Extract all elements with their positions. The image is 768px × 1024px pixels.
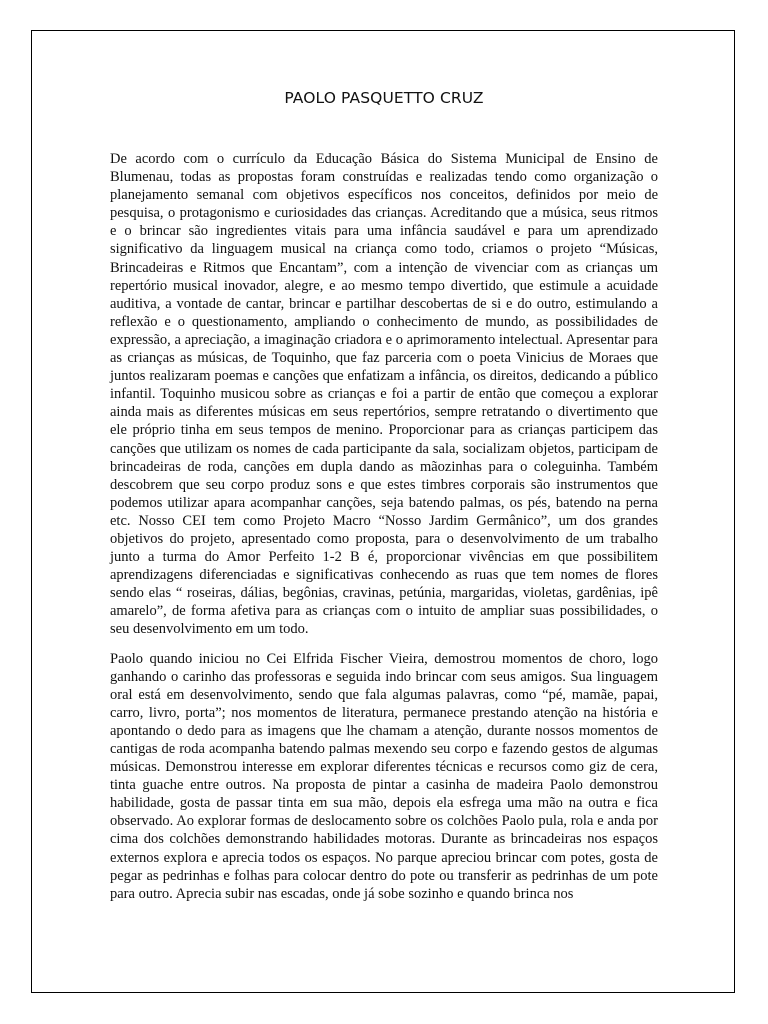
paragraph-curriculum: De acordo com o currículo da Educação Básica do Sistema Municipal de Ensino de Blumenau, todas as propostas foram construídas e realizadas tendo como organização o planejamento semanal com objetivos específicos nos conceitos, definidos por meio de pesquisa, o protagonismo e curiosidades das crianças. Acreditando que a música, seus ritmos e o brincar são ingredientes vitais para uma infância saudável e para um aprendizado significativo da linguagem musical na criança como todo, criamos o projeto “Músicas, Brincadeiras e Ritmos que Encantam”, com a intenção de vivenciar com as crianças um repertório musical inovador, alegre, e ao mesmo tempo divertido, que estimule a acuidade auditiva, a vontade de cantar, brincar e partilhar descobertas de si e do outro, estimulando a reflexão e o questionamento, ampliando o conhecimento de mundo, as possibilidades de expressão, a apreciação, a imaginação criadora e o aprimoramento intelectual. Apresentar para as crianças as músicas, de Toquinho, que faz parceria com o poeta Vinicius de Moraes que juntos realizaram poemas e canções que enfatizam a infância, os direitos, dedicando a público infantil. Toquinho musicou sobre as crianças e foi a partir de então que começou a explorar ainda mais as diferentes músicas em seus repertórios, sempre retratando o divertimento que ele próprio tinha em seus tempos de menino. Proporcionar para as crianças participem das canções que utilizam os nomes de cada participante da sala, socializam objetos, participam de brincadeiras de roda, canções em dupla dando as mãozinhas para o coleguinha. Também descobrem que seu corpo produz sons e que estes timbres corporais são instrumentos que podemos utilizar apara acompanhar canções, seja batendo palmas, os pés, batendo na perna etc. Nosso CEI tem como Projeto Macro “Nosso Jardim Germânico”, um dos grandes objetivos do projeto, apresentado como proposta, para o desenvolvimento de um trabalho junto a turma do Amor Perfeito 1-2 B é, proporcionar vivências em que possibilitem aprendizagens diferenciadas e significativas conhecendo as ruas que tem nomes de flores sendo elas “ roseiras, dálias, begônias, cravinas, petúnia, margaridas, violetas, gardênias, ipê amarelo”, de forma afetiva para as crianças com o intuito de ampliar suas possibilidades, o seu desenvolvimento em um todo. <box>110 151 658 638</box>
paragraph-paolo: Paolo quando iniciou no Cei Elfrida Fischer Vieira, demostrou momentos de choro, logo ganhando o carinho das professoras e seguida indo brincar com seus amigos. Sua linguagem oral está em desenvolvimento, sendo que fala algumas palavras, como “pé, mamãe, papai, carro, livro, porta”; nos momentos de literatura, permanece prestando atenção na história e apontando o dedo para as imagens que lhe chamam a atenção, durante nossos momentos de cantigas de roda acompanha batendo palmas mexendo seu corpo e fazendo gestos de algumas músicas. Demonstrou interesse em explorar diferentes técnicas e recursos como giz de cera, tinta guache entre outros. Na proposta de pintar a casinha de madeira Paolo demonstrou habilidade, gosta de passar tinta em sua mão, depois ela esfrega uma mão na outra e fica observado. Ao explorar formas de deslocamento sobre os colchões Paolo pula, rola e anda por cima dos colchões demonstrando habilidades motoras. Durante as brincadeiras nos espaços externos explora e aprecia todos os espaços. No parque apreciou brincar com potes, gosta de pegar as pedrinhas e folhas para colocar dentro do pote ou transferir as pedrinhas de um pote para outro. Aprecia subir nas escadas, onde já sobe sozinho e quando brinca nos <box>110 650 658 902</box>
document-body <box>110 150 658 914</box>
document-title: PAOLO PASQUETTO CRUZ <box>284 89 484 107</box>
